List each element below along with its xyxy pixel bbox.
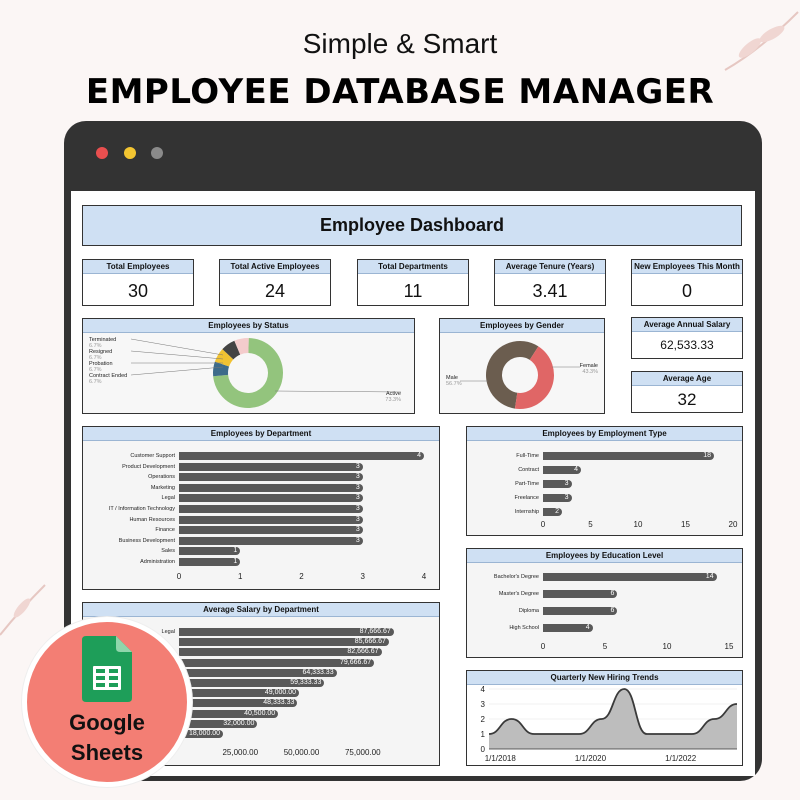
dashboard-title-bar xyxy=(82,205,742,246)
department-bars xyxy=(83,441,438,589)
kpi-label: Total Active Employees xyxy=(220,260,330,274)
kpi-label: Average Tenure (Years) xyxy=(495,260,605,274)
badge-label xyxy=(27,708,187,768)
kpi-value: 24 xyxy=(264,281,286,301)
bar-value-label: 6 xyxy=(610,590,615,597)
status-legend-label: Probation xyxy=(89,361,113,367)
x-tick-label: 75,000.00 xyxy=(344,748,381,757)
y-tick-label: 0 xyxy=(480,745,485,754)
bar-category-label: Master's Degree xyxy=(498,591,539,597)
bar-category-label: Operations xyxy=(148,474,175,481)
status-donut-svg xyxy=(83,333,413,413)
kpi-value: 32 xyxy=(677,390,697,409)
education-bars xyxy=(467,563,741,657)
gender-legend-label: Male xyxy=(446,375,458,381)
bar-value-label: 3 xyxy=(564,494,569,501)
leaf-decoration-left xyxy=(0,580,50,645)
maximize-dot[interactable] xyxy=(151,147,163,159)
status-leader-line xyxy=(131,351,223,359)
bar-category-label: IT / Information Technology xyxy=(108,506,175,512)
status-legend-label: Terminated xyxy=(89,337,117,343)
status-legend-label: Active xyxy=(386,391,401,397)
x-tick-label: 15 xyxy=(724,642,734,651)
x-tick-label: 25,000.00 xyxy=(222,748,259,757)
x-tick-label: 0 xyxy=(176,572,182,581)
status-legend-percent: 6.7% xyxy=(89,367,102,373)
kpi-value: 30 xyxy=(127,281,149,301)
bar-value-label: 48,333.33 xyxy=(263,699,295,707)
chart-title: Employees by Department xyxy=(83,427,439,441)
bar-value-label: 59,333.33 xyxy=(290,679,322,686)
x-tick-label: 1/1/2018 xyxy=(484,754,516,763)
bar-category-label: Human Resources xyxy=(129,516,175,523)
hiring-trend-svg xyxy=(467,685,741,765)
kpi-label: Average Age xyxy=(632,372,742,386)
bar-category-label: Administration xyxy=(140,559,175,565)
bar-value-label: 2 xyxy=(555,508,559,515)
chart-quarterly-hiring-trends xyxy=(466,670,743,766)
chart-title: Employees by Status xyxy=(83,319,414,333)
chart-employees-by-status xyxy=(82,318,415,414)
bar-value-label: 3 xyxy=(355,515,360,523)
bar-category-label: Bachelor's Degree xyxy=(493,574,539,580)
status-leader-line xyxy=(275,391,401,392)
bar-value-label: 87,666.67 xyxy=(359,628,391,635)
status-legend-label: Contract Ended xyxy=(89,373,128,379)
x-tick-label: 3 xyxy=(360,572,365,581)
y-tick-label: 3 xyxy=(480,700,485,709)
kpi-value: 0 xyxy=(681,281,692,301)
bar-value-label: 82,666.67 xyxy=(347,648,379,656)
minimize-dot[interactable] xyxy=(124,147,136,159)
status-legend-percent: 6.7% xyxy=(89,379,102,385)
x-tick-label: 0 xyxy=(540,642,546,651)
bar-value-label: 49,000.00 xyxy=(264,689,297,697)
bar-category-label: Freelance xyxy=(514,495,539,501)
status-leader-line xyxy=(131,339,223,355)
bar-value-label: 1 xyxy=(233,558,238,565)
bar-category-label: Legal xyxy=(161,629,175,635)
x-tick-label: 10 xyxy=(633,520,643,529)
status-legend-percent: 73.3% xyxy=(385,397,401,403)
x-tick-label: 0 xyxy=(540,520,546,529)
kpi-new-employees-month xyxy=(631,259,743,306)
bar-value-label: 18 xyxy=(703,452,711,459)
dashboard-title: Employee Dashboard xyxy=(319,215,505,235)
bar-value-label: 18,000.00 xyxy=(188,730,221,737)
x-tick-label: 20 xyxy=(728,520,738,529)
chart-title: Employees by Gender xyxy=(440,319,604,333)
bar-value-label: 3 xyxy=(355,483,360,491)
x-tick-label: 1/1/2022 xyxy=(665,754,697,763)
bar-category-label: High School xyxy=(509,625,539,631)
bar-value-label: 4 xyxy=(574,466,578,473)
status-legend-percent: 6.7% xyxy=(89,355,102,361)
chart-employees-by-department xyxy=(82,426,440,590)
bar-value-label: 3 xyxy=(564,480,569,487)
chart-title: Quarterly New Hiring Trends xyxy=(467,671,742,685)
bar-category-label: Contract xyxy=(518,467,539,473)
close-dot[interactable] xyxy=(96,147,108,159)
bar-value-label: 4 xyxy=(417,452,421,459)
bar-value-label: 3 xyxy=(355,505,360,512)
google-sheets-badge xyxy=(22,617,192,787)
y-tick-label: 4 xyxy=(480,685,485,694)
bar-value-label: 40,500.00 xyxy=(244,709,276,717)
badge-line-2: Sheets xyxy=(70,740,144,765)
kpi-label: Average Annual Salary xyxy=(632,318,742,332)
kpi-label: New Employees This Month xyxy=(632,260,742,274)
gender-donut-svg xyxy=(440,333,603,413)
x-tick-label: 2 xyxy=(299,572,304,581)
kpi-average-tenure xyxy=(494,259,606,306)
bar-category-label: Part-Time xyxy=(515,481,539,487)
bar-category-label: Marketing xyxy=(150,484,175,491)
bar-value-label: 3 xyxy=(355,462,360,470)
chart-title: Employees by Employment Type xyxy=(467,427,742,441)
bar-category-label: Finance xyxy=(155,527,175,534)
bar-value-label: 3 xyxy=(355,536,360,544)
kpi-total-active-employees xyxy=(219,259,331,306)
x-tick-label: 15 xyxy=(681,520,690,529)
badge-line-1: Google xyxy=(69,710,145,735)
chart-title: Employees by Education Level xyxy=(467,549,742,563)
subtitle: Simple & Smart xyxy=(302,28,498,59)
bar-category-label: Customer Support xyxy=(130,453,175,459)
bar-category-label: Legal xyxy=(161,495,175,502)
chart-employees-by-education xyxy=(466,548,743,658)
bar-value-label: 6 xyxy=(610,607,615,614)
x-tick-label: 1/1/2020 xyxy=(574,754,607,763)
status-legend-label: Resigned xyxy=(89,349,113,355)
bar-category-label: Product Development xyxy=(122,463,175,470)
x-tick-label: 10 xyxy=(662,642,672,651)
bar-category-label: Sales xyxy=(161,548,175,555)
kpi-label: Total Departments xyxy=(358,260,468,274)
bar-value-label: 14 xyxy=(705,573,714,580)
gender-legend-label: Female xyxy=(579,363,598,369)
y-tick-label: 1 xyxy=(480,730,485,739)
x-tick-label: 50,000.00 xyxy=(283,748,320,757)
bar-value-label: 85,666.67 xyxy=(354,638,386,646)
chart-title: Average Salary by Department xyxy=(83,603,439,617)
bar-value-label: 1 xyxy=(233,547,238,555)
x-tick-label: 5 xyxy=(588,520,593,529)
status-leader-line xyxy=(131,367,223,375)
gender-legend-percent: 56.7% xyxy=(446,381,462,387)
x-tick-label: 5 xyxy=(602,642,608,651)
main-title: EMPLOYEE DATABASE MANAGER xyxy=(85,72,715,112)
bar-value-label: 3 xyxy=(355,473,360,481)
bar-value-label: 79,666.67 xyxy=(340,658,372,666)
kpi-value: 62,533.33 xyxy=(660,338,714,352)
bar-value-label: 4 xyxy=(585,624,590,631)
google-sheets-icon xyxy=(82,636,132,702)
bar-category-label: Diploma xyxy=(518,608,539,614)
bar-value-label: 3 xyxy=(355,494,360,502)
kpi-value: 3.41 xyxy=(532,281,568,301)
x-tick-label: 4 xyxy=(421,572,427,581)
bar-category-label: Internship xyxy=(514,509,539,515)
bar-category-label: Full-Time xyxy=(516,453,539,459)
bar-value-label: 32,000.00 xyxy=(223,719,255,727)
kpi-total-departments xyxy=(357,259,469,306)
kpi-label: Total Employees xyxy=(83,260,193,274)
employment-type-bars xyxy=(467,441,741,535)
chart-employees-by-employment-type xyxy=(466,426,743,536)
kpi-total-employees xyxy=(82,259,194,306)
y-tick-label: 2 xyxy=(480,715,485,724)
bar-category-label: Business Development xyxy=(118,537,175,544)
kpi-value: 11 xyxy=(403,281,423,301)
x-tick-label: 1 xyxy=(238,572,243,581)
chart-employees-by-gender xyxy=(439,318,605,414)
status-legend-percent: 6.7% xyxy=(89,343,102,349)
gender-legend-percent: 43.3% xyxy=(582,369,598,375)
bar-value-label: 3 xyxy=(355,526,360,534)
kpi-average-age xyxy=(631,371,743,413)
kpi-average-annual-salary xyxy=(631,317,743,359)
bar-value-label: 64,333.33 xyxy=(302,668,334,676)
